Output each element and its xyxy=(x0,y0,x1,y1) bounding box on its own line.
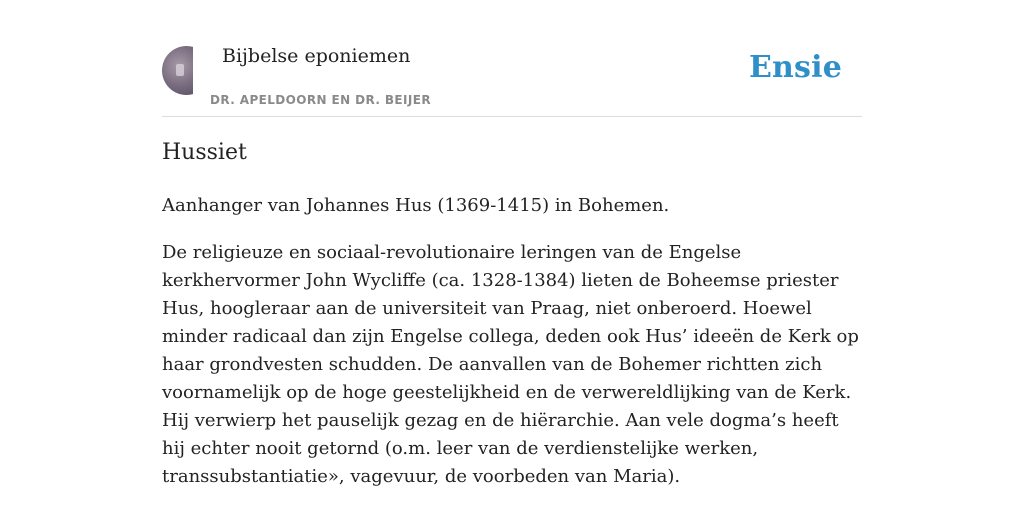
book-authors: DR. APELDOORN EN DR. BEIJER xyxy=(210,93,431,107)
entry-title: Hussiet xyxy=(162,140,247,165)
page-container xyxy=(162,0,862,487)
entry-body xyxy=(162,192,862,510)
book-title-link[interactable]: Bijbelse eponiemen xyxy=(222,45,411,67)
entry-paragraph-1: Aanhanger van Johannes Hus (1369-1415) in Bohemen. xyxy=(162,195,670,216)
book-cover-icon[interactable] xyxy=(162,46,193,95)
header xyxy=(162,0,862,117)
entry-paragraph-2: De religieuze en sociaal-revolutionaire leringen van de Engelse kerkhervormer John Wycliffe (ca. 1328-1384) lieten de Boheemse priester Hus, hoogleraar aan de universiteit van Praag, niet onberoerd. Hoewel minder radicaal dan zijn Engelse collega, deden ook Hus’ ideeën de Kerk op haar grondvesten schudden. De aanvallen van de Bohemer richtten zich voornamelijk op de hoge geestelijkheid en de verwereldlijking van de Kerk. Hij verwierp het pauselijk gezag en de hiërarchie. Aan vele dogma’s heeft hij echter nooit getornd (o.m. leer van de verdienstelijke werken, transsubstantiatie», vagevuur, de voorbeden van Maria). xyxy=(162,242,859,487)
book-cover-mark xyxy=(176,64,184,76)
brand-logo-link[interactable]: Ensie xyxy=(748,50,842,85)
